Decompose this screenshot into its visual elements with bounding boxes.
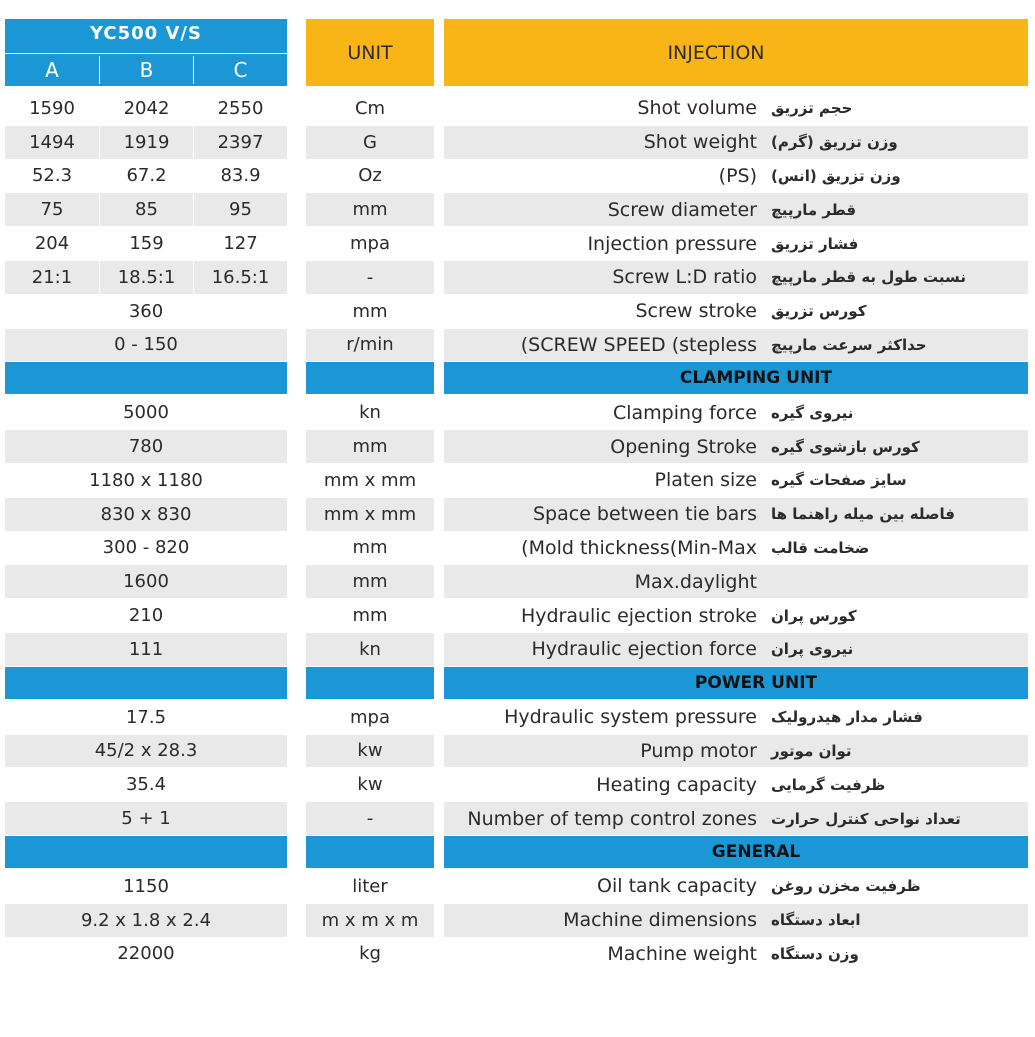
parameter-name: Machine dimensions bbox=[444, 904, 771, 937]
parameter-name-fa: ضخامت قالب bbox=[771, 538, 870, 557]
parameter-name-fa: وزن دستگاه bbox=[771, 944, 859, 963]
unit-cell: G bbox=[306, 126, 434, 159]
column-header-a: A bbox=[45, 58, 59, 82]
parameter-name-fa: کورس پران bbox=[771, 606, 857, 625]
unit-cell: mm bbox=[306, 565, 434, 598]
parameter-name-fa: نیروی گیره bbox=[771, 403, 854, 422]
section-bar-unit bbox=[306, 362, 434, 394]
value-c: 16.5:1 bbox=[193, 261, 287, 294]
value-cell: 210 bbox=[128, 605, 164, 627]
value-c: 2550 bbox=[193, 92, 287, 125]
parameter-name-fa: کورس بازشوی گیره bbox=[771, 430, 1028, 463]
value-b: 67.2 bbox=[99, 160, 193, 193]
value-a: 1494 bbox=[29, 131, 75, 153]
parameter-name: Screw stroke bbox=[635, 300, 757, 323]
parameter-name-fa: فشار تزریق bbox=[771, 234, 859, 253]
value-b: 2042 bbox=[99, 92, 193, 125]
value-cell: 45/2 x 28.3 bbox=[94, 740, 198, 762]
parameter-name: Hydraulic system pressure bbox=[504, 706, 757, 729]
value-cell: 1180 x 1180 bbox=[89, 469, 203, 491]
parameter-name-fa: سایز صفحات گیره bbox=[771, 471, 907, 490]
value-cell: 1150 bbox=[123, 875, 169, 897]
value-c: 127 bbox=[193, 227, 287, 260]
value-cell: 300 - 820 bbox=[102, 537, 190, 559]
parameter-name: Pump motor bbox=[444, 735, 771, 768]
column-header-c: C bbox=[193, 56, 287, 84]
parameter-name-fa: فشار مدار هیدرولیک bbox=[771, 708, 923, 727]
unit-header: UNIT bbox=[306, 19, 434, 86]
parameter-name-fa: تعداد نواحی کنترل حرارت bbox=[771, 802, 1028, 835]
value-a: 52.3 bbox=[31, 165, 73, 187]
value-c: 2397 bbox=[193, 126, 287, 159]
value-b: 85 bbox=[99, 193, 193, 226]
unit-cell: - bbox=[306, 802, 434, 835]
parameter-name-fa: قطر مارپیچ bbox=[771, 193, 1028, 226]
unit-cell: mm bbox=[352, 605, 388, 627]
value-cell: 35.4 bbox=[125, 774, 167, 796]
value-a: 1590 bbox=[29, 97, 75, 119]
parameter-name-fa: ظرفیت گرمایی bbox=[771, 775, 886, 794]
value-cell: 830 x 830 bbox=[100, 503, 192, 525]
unit-cell: mm bbox=[306, 430, 434, 463]
value-a: 75 bbox=[40, 199, 64, 221]
parameter-name-fa: حداکثر سرعت مارپیچ bbox=[771, 329, 1028, 362]
unit-cell: mpa bbox=[350, 706, 390, 728]
parameter-name: Oil tank capacity bbox=[597, 875, 757, 898]
unit-cell: mpa bbox=[350, 233, 390, 255]
value-cell: 1600 bbox=[123, 571, 169, 593]
value-b: 18.5:1 bbox=[99, 261, 193, 294]
parameter-name: Machine weight bbox=[607, 942, 757, 965]
unit-cell: mm bbox=[352, 537, 388, 559]
injection-header: INJECTION bbox=[444, 19, 1028, 86]
parameter-name: Number of temp control zones bbox=[444, 802, 771, 835]
unit-cell: kn bbox=[306, 633, 434, 666]
parameter-name-fa: نسبت طول به قطر مارپیچ bbox=[771, 261, 1028, 294]
parameter-name: (SCREW SPEED (stepless bbox=[444, 329, 771, 362]
abc-header-row bbox=[5, 53, 287, 86]
parameter-name: Clamping force bbox=[612, 401, 757, 424]
parameter-name: Heating capacity bbox=[596, 773, 757, 796]
value-a: 204 bbox=[34, 233, 70, 255]
value-cell: 5 + 1 bbox=[121, 808, 171, 830]
unit-cell: r/min bbox=[306, 329, 434, 362]
parameter-name-fa: ظرفیت مخزن روغن bbox=[771, 877, 921, 896]
parameter-name: Hydraulic ejection stroke bbox=[520, 604, 757, 627]
parameter-name: (Mold thickness(Min-Max bbox=[521, 536, 757, 559]
parameter-name: Space between tie bars bbox=[444, 498, 771, 531]
unit-cell: kg bbox=[359, 943, 381, 965]
value-cell: 9.2 x 1.8 x 2.4 bbox=[80, 909, 212, 931]
section-bar-left bbox=[5, 362, 287, 394]
value-cell: 360 bbox=[128, 300, 164, 322]
unit-cell: - bbox=[306, 261, 434, 294]
column-header-b: B bbox=[99, 56, 193, 84]
parameter-name: Platen size bbox=[654, 469, 757, 492]
unit-cell: kw bbox=[357, 774, 383, 796]
value-b: 1919 bbox=[99, 126, 193, 159]
parameter-name: Screw diameter bbox=[444, 193, 771, 226]
parameter-name-fa: ابعاد دستگاه bbox=[771, 904, 1028, 937]
parameter-name: Opening Stroke bbox=[444, 430, 771, 463]
parameter-name-fa: توان موتور bbox=[771, 735, 1028, 768]
parameter-name-fa: حجم تزریق bbox=[771, 99, 853, 118]
value-cell: 0 - 150 bbox=[114, 334, 178, 356]
unit-cell: mm x mm bbox=[306, 498, 434, 531]
value-cell: 17.5 bbox=[125, 706, 167, 728]
parameter-name: Screw L:D ratio bbox=[444, 261, 771, 294]
parameter-name: Hydraulic ejection force bbox=[444, 633, 771, 666]
unit-cell: mm bbox=[352, 300, 388, 322]
section-bar-unit bbox=[306, 667, 434, 699]
parameter-name-fa bbox=[771, 565, 1028, 598]
parameter-name-fa: وزن تزریق (گرم) bbox=[771, 126, 1028, 159]
model-header: YC500 V/S bbox=[5, 19, 287, 53]
section-bar-unit bbox=[306, 836, 434, 868]
unit-cell: Cm bbox=[354, 97, 386, 119]
unit-cell: mm bbox=[306, 193, 434, 226]
parameter-name-fa: نیروی پران bbox=[771, 633, 1028, 666]
value-b: 159 bbox=[99, 227, 193, 260]
parameter-name-fa: کورس تزریق bbox=[771, 302, 867, 321]
parameter-name: Shot weight bbox=[444, 126, 771, 159]
parameter-name-fa: وزن تزریق (انس) bbox=[771, 166, 901, 185]
section-title: GENERAL bbox=[444, 836, 1028, 868]
unit-cell: m x m x m bbox=[306, 904, 434, 937]
parameter-name-fa: فاصله بین میله راهنما ها bbox=[771, 498, 1028, 531]
value-c: 83.9 bbox=[193, 160, 287, 193]
unit-cell: kw bbox=[306, 735, 434, 768]
parameter-name: Shot volume bbox=[637, 97, 757, 120]
unit-cell: mm x mm bbox=[323, 469, 417, 491]
unit-cell: Oz bbox=[358, 165, 382, 187]
parameter-name: (PS) bbox=[718, 164, 757, 187]
value-cell: 22000 bbox=[117, 943, 175, 965]
value-cell: 5000 bbox=[123, 402, 169, 424]
value-a: 21:1 bbox=[31, 266, 73, 288]
unit-cell: liter bbox=[352, 875, 388, 897]
parameter-name: Max.daylight bbox=[444, 565, 771, 598]
unit-cell: kn bbox=[359, 402, 381, 424]
value-c: 95 bbox=[193, 193, 287, 226]
section-title: POWER UNIT bbox=[444, 667, 1028, 699]
section-bar-left bbox=[5, 667, 287, 699]
value-cell: 111 bbox=[128, 638, 164, 660]
parameter-name: Injection pressure bbox=[587, 232, 757, 255]
section-title: CLAMPING UNIT bbox=[444, 362, 1028, 394]
section-bar-left bbox=[5, 836, 287, 868]
value-cell: 780 bbox=[128, 436, 164, 458]
